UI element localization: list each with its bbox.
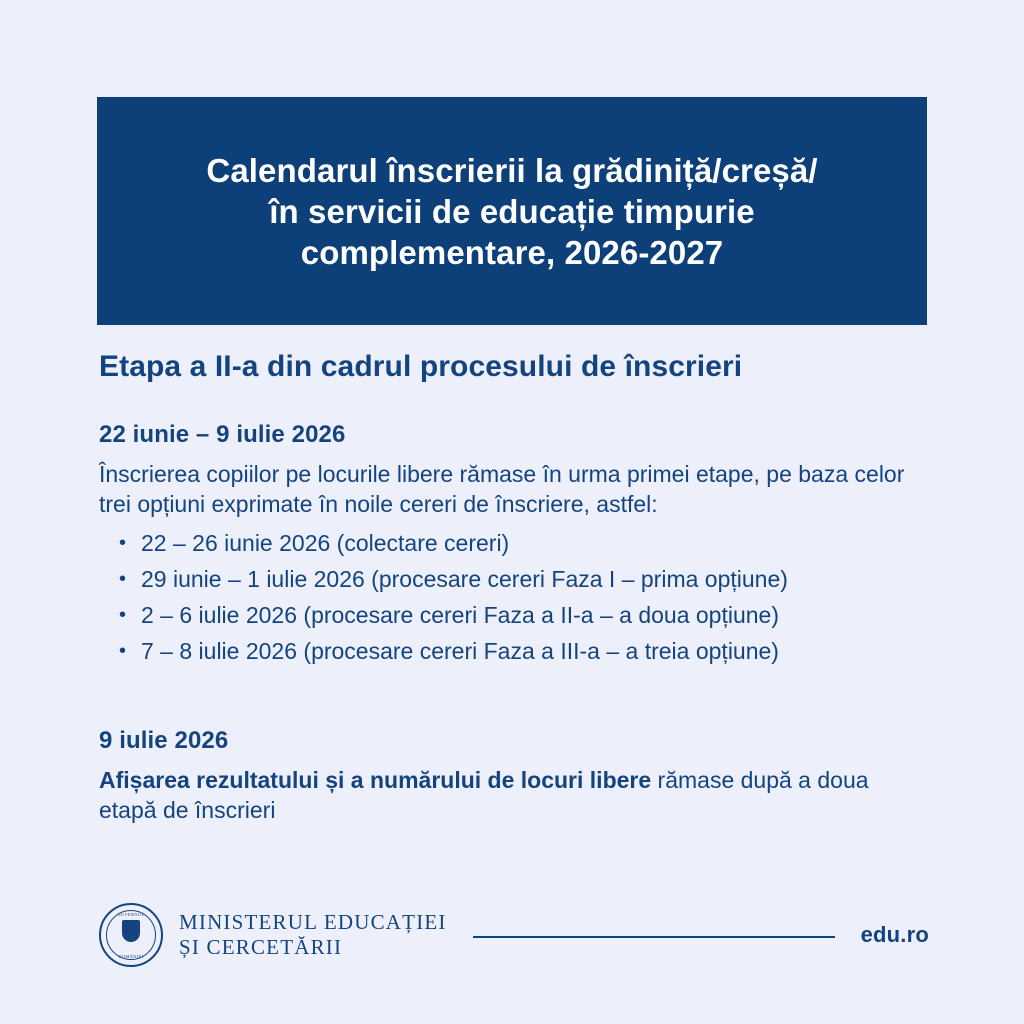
- government-crest-icon: [99, 903, 163, 967]
- crest-bottom-text: ROMÂNIEI: [118, 953, 144, 959]
- block-two-date: 9 iulie 2026: [99, 727, 229, 754]
- block-one-date: 22 iunie – 9 iulie 2026: [99, 421, 346, 448]
- block-one-bullet-list: [99, 525, 929, 669]
- title-banner: [97, 97, 927, 325]
- block-one-paragraph: Înscrierea copiilor pe locurile libere rămase în urma primei etape, pe baza celor trei opțiuni exprimate în noile cereri de înscriere, astfel:: [99, 461, 905, 517]
- list-item: • 22 – 26 iunie 2026 (colectare cereri): [141, 525, 929, 561]
- footer-divider: [473, 936, 835, 938]
- list-item: • 29 iunie – 1 iulie 2026 (procesare cereri Faza I – prima opțiune): [141, 561, 929, 597]
- title-line-1: Calendarul înscrierii la grădiniță/creșă/: [206, 151, 818, 189]
- title-line-3: complementare, 2026-2027: [300, 233, 724, 271]
- block-two-bold-text: Afișarea rezultatului și a numărului de locuri libere: [99, 767, 652, 793]
- page-title: [206, 150, 817, 273]
- stage-block-two: [99, 727, 929, 825]
- ministry-line-2: ȘI CERCETĂRII: [179, 935, 343, 959]
- website-label: edu.ro: [860, 922, 929, 947]
- ministry-name: [179, 910, 447, 960]
- title-line-2: în servicii de educație timpurie: [269, 192, 755, 230]
- block-two-rest-text: rămase după a doua etapă de înscrieri: [99, 767, 869, 823]
- list-item: • 2 – 6 iulie 2026 (procesare cereri Faza a II-a – a doua opțiune): [141, 597, 929, 633]
- stage-block-one: [99, 421, 929, 669]
- ministry-line-1: MINISTERUL EDUCAȚIEI: [179, 910, 447, 934]
- block-two-paragraph: [99, 765, 929, 825]
- crest-top-text: GUVERNUL: [117, 911, 145, 917]
- list-item: • 7 – 8 iulie 2026 (procesare cereri Faza a III-a – a treia opțiune): [141, 633, 929, 669]
- crest-shield-icon: [122, 920, 140, 942]
- footer: [99, 902, 929, 968]
- section-heading: Etapa a II-a din cadrul procesului de înscrieri: [99, 350, 743, 383]
